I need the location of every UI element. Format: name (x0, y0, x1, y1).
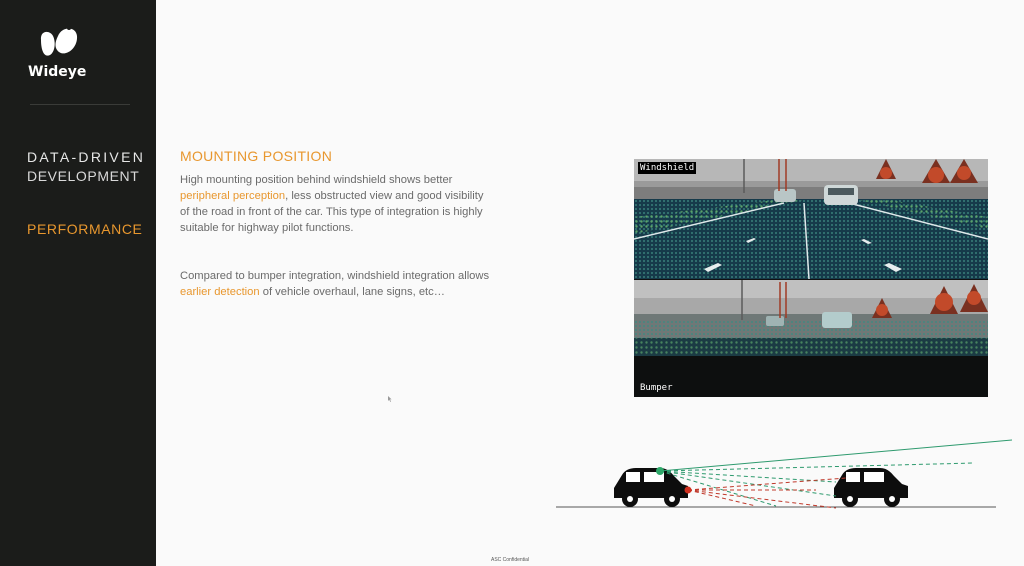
wideye-logo-icon (36, 22, 82, 62)
paragraph-text: of vehicle overhaul, lane signs, etc… (259, 286, 445, 298)
bumper-view-label: Bumper (640, 383, 673, 393)
highlight-earlier-detection: earlier detection (180, 286, 260, 298)
sidebar-item-performance[interactable]: PERFORMANCE (27, 221, 143, 237)
windshield-sensor-icon (656, 467, 664, 475)
paragraph-bumper-comparison (180, 268, 490, 300)
sidebar-divider (30, 104, 130, 105)
sidebar (0, 0, 156, 566)
paragraph-text: Compared to bumper integration, windshield integration allows (180, 270, 490, 282)
mouse-cursor-icon (388, 396, 392, 402)
windshield-view-label: Windshield (640, 163, 695, 173)
highlight-peripheral-perception: peripheral perception (180, 190, 286, 202)
camera-views-panel (634, 159, 988, 397)
brand-name: Wideye (28, 64, 87, 80)
paragraph-text: , less obstructed view and good visibility of the road in front of the car. This type of integration is highly suitable for highway pilot functions. (180, 190, 484, 234)
paragraph-windshield (180, 172, 490, 236)
footer-confidential: ASC Confidential (491, 557, 530, 563)
sensor-field-of-view-diagram (556, 430, 1018, 520)
sidebar-item-development[interactable]: DEVELOPMENT (27, 168, 140, 184)
paragraph-text: High mounting position behind windshield shows better (180, 174, 453, 186)
bumper-sensor-icon (685, 487, 692, 494)
sidebar-item-data-driven[interactable]: DATA-DRIVEN (27, 149, 146, 165)
windshield-camera-view (634, 159, 988, 279)
bumper-camera-view (634, 280, 988, 397)
bumper-rays (688, 478, 846, 508)
section-title: MOUNTING POSITION (180, 148, 333, 164)
